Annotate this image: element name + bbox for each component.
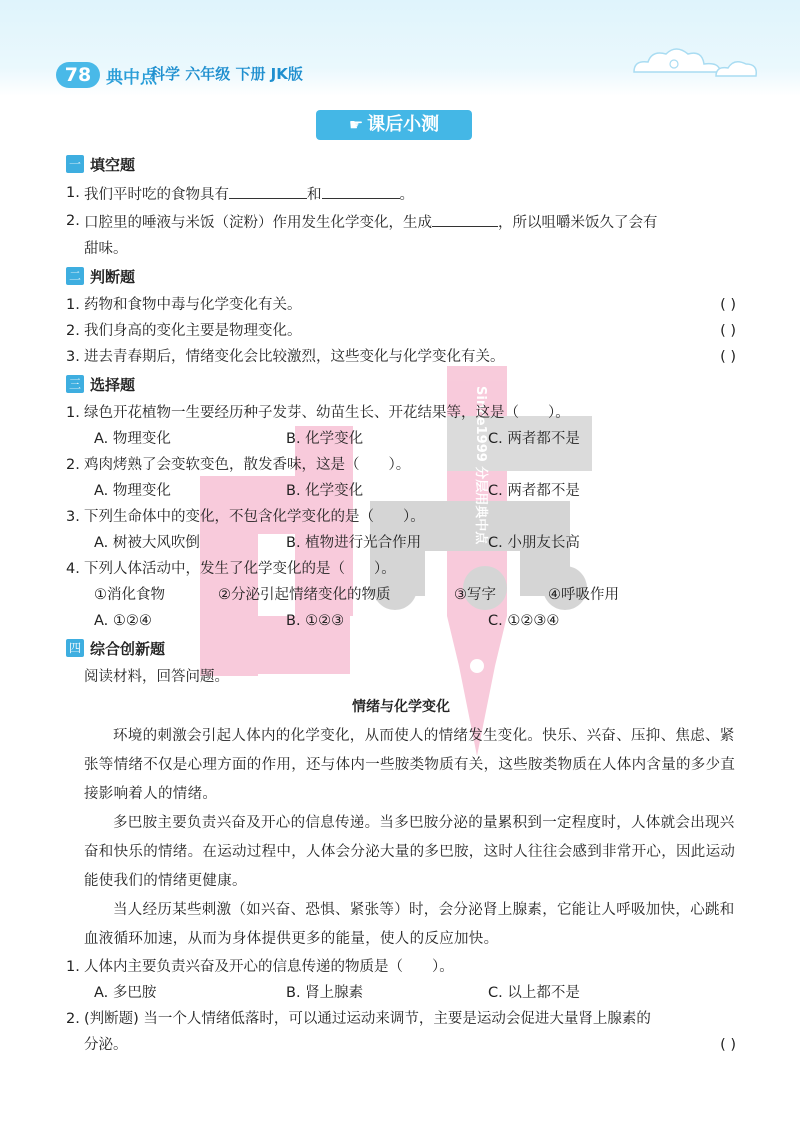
option-b[interactable]: B. 肾上腺素 [286,985,364,1001]
option-a[interactable]: A. 树被大风吹倒 [94,535,200,551]
activity-item: ②分泌引起情绪变化的物质 [218,587,391,603]
book-title: 科学 六年级 下册 JK版 [150,65,303,83]
question-text: 口腔里的唾液与米饭（淀粉）作用发生化学变化，生成 [84,215,432,231]
page-header [0,0,800,100]
question-text: 甜味。 [84,241,128,257]
option-a[interactable]: A. 物理变化 [94,431,171,447]
question [66,504,736,530]
answer-options [66,530,736,556]
banner-title: 课后小测 [367,114,440,135]
question [66,400,736,426]
section-badge: 一 [66,155,84,173]
cloud-icon [624,42,764,82]
question [66,180,736,208]
page-number: 78 [56,62,100,88]
question-text: 分泌。 [84,1037,128,1053]
question [66,452,736,478]
question [66,1006,736,1058]
article-paragraph: 环境的刺激会引起人体内的化学变化，从而使人的情绪发生变化。快乐、兴奋、压抑、焦虑、紧张等情绪不仅是心理方面的作用，还与体内一些胺类物质有关，这些胺类物质在人体内含量的多少直接影响着人的情绪。 [84,728,736,802]
question-text: 我们身高的变化主要是物理变化。 [84,323,302,339]
option-c[interactable]: C. 两者都不是 [488,483,580,499]
section-fill-blank [66,152,736,176]
question-number: 3. [66,349,80,365]
option-b[interactable]: B. 化学变化 [286,483,364,499]
activity-item: ④呼吸作用 [548,587,619,603]
section-title: 判断题 [90,267,136,286]
question-number: 4. [66,561,80,577]
question-text: 下列人体活动中，发生了化学变化的是（ ）。 [84,561,396,577]
pointing-hand-icon: ☛ [348,115,364,134]
question-text: 。 [399,187,414,203]
option-a[interactable]: A. 多巴胺 [94,985,157,1001]
question [66,318,736,344]
activity-item: ③写字 [454,587,496,603]
question-text: 药物和食物中毒与化学变化有关。 [84,297,302,313]
question-text: (判断题) 当一个人情绪低落时，可以通过运动来调节，主要是运动会促进大量肾上腺素的 [84,1011,651,1027]
watermark-text: Since1999 分层用典中点 [473,386,488,545]
question-number: 2. [66,323,80,339]
article-paragraph: 当人经历某些刺激（如兴奋、恐惧、紧张等）时，会分泌肾上腺素，它能让人呼吸加快，心跳和血液循环加速，从而为身体提供更多的能量，使人的反应加快。 [84,902,735,947]
section-multiple-choice [66,372,736,396]
article-paragraph: 多巴胺主要负责兴奋及开心的信息传递。当多巴胺分泌的量累积到一定程度时，人体就会出现兴奋和快乐的情绪。在运动过程中，人体会分泌大量的多巴胺，这时人往往会感到非常开心，因此运动能使我们的情绪更健康。 [84,815,736,889]
option-b[interactable]: B. 植物进行光合作用 [286,535,422,551]
question-number: 1. [66,185,80,201]
section-title: 填空题 [90,155,136,174]
question-number: 1. [66,405,80,421]
answer-options [66,608,736,634]
option-b[interactable]: B. 化学变化 [286,431,364,447]
section-title: 综合创新题 [90,639,166,658]
question-text: 下列生命体中的变化，不包含化学变化的是（ ）。 [84,509,425,525]
option-c[interactable]: C. 两者都不是 [488,431,580,447]
section-title: 选择题 [90,375,136,394]
question-text: 我们平时吃的食物具有 [84,187,229,203]
answer-parentheses[interactable]: ( ) [720,1037,736,1053]
section-true-false [66,264,736,288]
option-a[interactable]: A. 物理变化 [94,483,171,499]
quiz-content [66,150,736,1058]
question-text: 人体内主要负责兴奋及开心的信息传递的物质是（ ）。 [84,959,454,975]
question-text: 和 [307,187,322,203]
answer-parentheses[interactable]: ( ) [720,349,736,365]
question-number: 2. [66,457,80,473]
question [66,556,736,582]
question-text: 进去青春期后，情绪变化会比较激烈，这些变化与化学变化有关。 [84,349,505,365]
option-c[interactable]: C. 以上都不是 [488,985,580,1001]
answer-blank[interactable] [322,180,400,199]
question-number: 1. [66,959,80,975]
question-number: 3. [66,509,80,525]
question [66,292,736,318]
section-badge: 三 [66,375,84,393]
answer-parentheses[interactable]: ( ) [720,297,736,313]
reading-instruction: 阅读材料，回答问题。 [84,669,229,685]
section-banner [316,110,472,140]
question-text: ，所以咀嚼米饭久了会有 [498,215,658,231]
question-number: 2. [66,1011,80,1027]
publisher-logo: 典中点 [106,68,157,88]
option-c[interactable]: C. 小朋友长高 [488,535,580,551]
answer-blank[interactable] [432,208,498,227]
activity-list [66,582,736,608]
question-text: 绿色开花植物一生要经历种子发芽、幼苗生长、开花结果等，这是（ ）。 [84,405,570,421]
question [66,954,736,980]
question-number: 1. [66,297,80,313]
question [66,208,736,262]
option-a[interactable]: A. ①②④ [94,613,152,629]
question-text: 鸡肉烤熟了会变软变色，散发香味，这是（ ）。 [84,457,411,473]
question [66,344,736,370]
activity-item: ①消化食物 [94,587,165,603]
option-b[interactable]: B. ①②③ [286,613,345,629]
section-badge: 四 [66,639,84,657]
question-number: 2. [66,213,80,229]
option-c[interactable]: C. ①②③④ [488,613,560,629]
answer-parentheses[interactable]: ( ) [720,323,736,339]
answer-options [66,478,736,504]
answer-options [66,980,736,1006]
answer-blank[interactable] [229,180,307,199]
answer-options [66,426,736,452]
section-comprehensive [66,636,736,660]
section-badge: 二 [66,267,84,285]
article-title: 情绪与化学变化 [352,699,450,715]
